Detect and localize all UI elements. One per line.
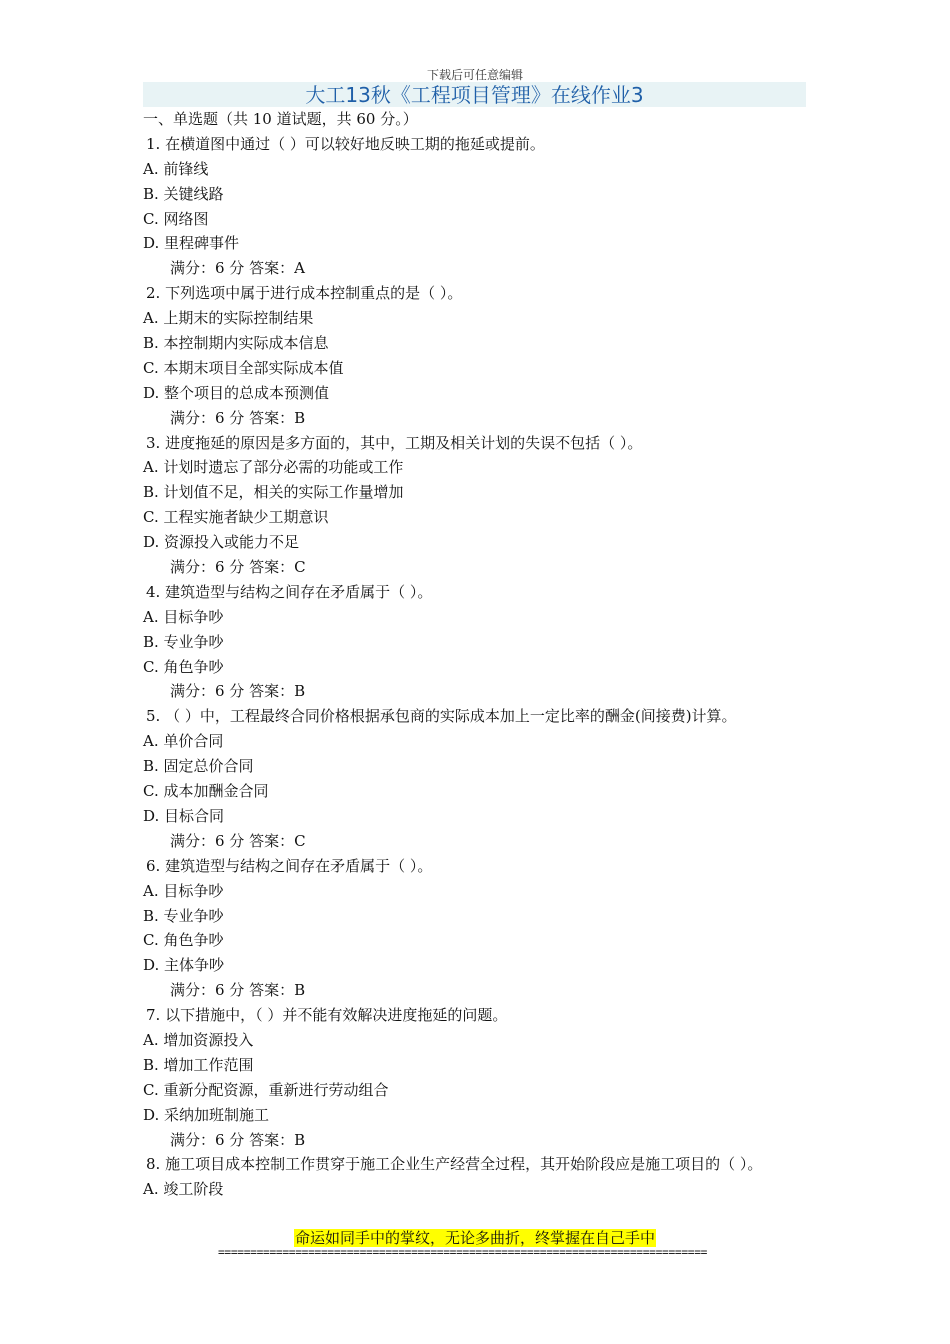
question-stem: 6. 建筑造型与结构之间存在矛盾属于（ ）。	[146, 856, 433, 875]
option-a: A. 目标争吵	[143, 607, 224, 626]
option-d: D. 整个项目的总成本预测值	[143, 383, 330, 402]
score-answer: 满分：6 分 答案：B	[170, 981, 306, 1000]
question-stem: 4. 建筑造型与结构之间存在矛盾属于（ ）。	[146, 582, 433, 601]
question-6	[143, 854, 808, 1003]
option-a: A. 上期末的实际控制结果	[143, 309, 314, 328]
option-a: A. 单价合同	[143, 732, 224, 751]
option-c: C. 本期末项目全部实际成本值	[143, 358, 344, 377]
option-c: C. 重新分配资源，重新进行劳动组合	[143, 1080, 389, 1099]
option-d: D. 目标合同	[143, 806, 225, 825]
question-3	[143, 431, 808, 580]
option-b: B. 专业争吵	[143, 906, 224, 925]
option-a: A. 前锋线	[143, 159, 209, 178]
question-stem: 7. 以下措施中，（ ）并不能有效解决进度拖延的问题。	[146, 1006, 508, 1025]
question-7	[143, 1003, 808, 1152]
section-label: 一、单选题（共 10 道试题，共 60 分。）	[143, 110, 418, 128]
option-c: C. 工程实施者缺少工期意识	[143, 508, 329, 527]
option-c: C. 网络图	[143, 209, 209, 228]
option-b: B. 本控制期内实际成本信息	[143, 334, 329, 353]
score-answer: 满分：6 分 答案：B	[170, 682, 306, 701]
option-a: A. 目标争吵	[143, 881, 224, 900]
question-8	[143, 1152, 808, 1202]
option-d: D. 主体争吵	[143, 956, 225, 975]
page-title: 大工13秋《工程项目管理》在线作业3	[305, 83, 644, 107]
question-stem: 5. （ ）中，工程最终合同价格根据承包商的实际成本加上一定比率的酬金(间接费)计算。	[146, 707, 737, 726]
option-b: B. 增加工作范围	[143, 1055, 254, 1074]
option-d: D. 采纳加班制施工	[143, 1105, 270, 1124]
option-c: C. 角色争吵	[143, 657, 224, 676]
option-b: B. 计划值不足，相关的实际工作量增加	[143, 483, 404, 502]
score-answer: 满分：6 分 答案：B	[170, 408, 306, 427]
footer-motto-text: 命运如同手中的掌纹，无论多曲折，终掌握在自己手中	[294, 1229, 655, 1247]
document-body	[143, 107, 808, 1202]
option-d: D. 资源投入或能力不足	[143, 533, 300, 552]
option-b: B. 专业争吵	[143, 632, 224, 651]
question-stem: 1. 在横道图中通过（ ）可以较好地反映工期的拖延或提前。	[146, 134, 545, 153]
question-4	[143, 580, 808, 704]
question-stem: 2. 下列选项中属于进行成本控制重点的是（ ）。	[146, 284, 463, 303]
score-answer: 满分：6 分 答案：B	[170, 1130, 306, 1149]
footer-rule: ============================================================================	[218, 1246, 708, 1259]
option-b: B. 固定总价合同	[143, 757, 254, 776]
question-1	[143, 132, 808, 281]
option-a: A. 计划时遗忘了部分必需的功能或工作	[143, 458, 404, 477]
option-c: C. 角色争吵	[143, 931, 224, 950]
option-a: A. 增加资源投入	[143, 1030, 254, 1049]
score-answer: 满分：6 分 答案：C	[170, 558, 306, 577]
option-b: B. 关键线路	[143, 184, 224, 203]
question-stem: 8. 施工项目成本控制工作贯穿于施工企业生产经营全过程，其开始阶段应是施工项目的（ ）。	[146, 1155, 763, 1174]
question-2	[143, 281, 808, 430]
option-c: C. 成本加酬金合同	[143, 782, 269, 801]
score-answer: 满分：6 分 答案：C	[170, 831, 306, 850]
option-a: A. 竣工阶段	[143, 1180, 224, 1199]
option-d: D. 里程碑事件	[143, 234, 240, 253]
footer-motto	[0, 1227, 950, 1248]
header-note: 下载后可任意编辑	[426, 68, 523, 82]
question-stem: 3. 进度拖延的原因是多方面的，其中，工期及相关计划的失误不包括（ ）。	[146, 433, 643, 452]
score-answer: 满分：6 分 答案：A	[170, 259, 305, 278]
question-5	[143, 704, 808, 853]
